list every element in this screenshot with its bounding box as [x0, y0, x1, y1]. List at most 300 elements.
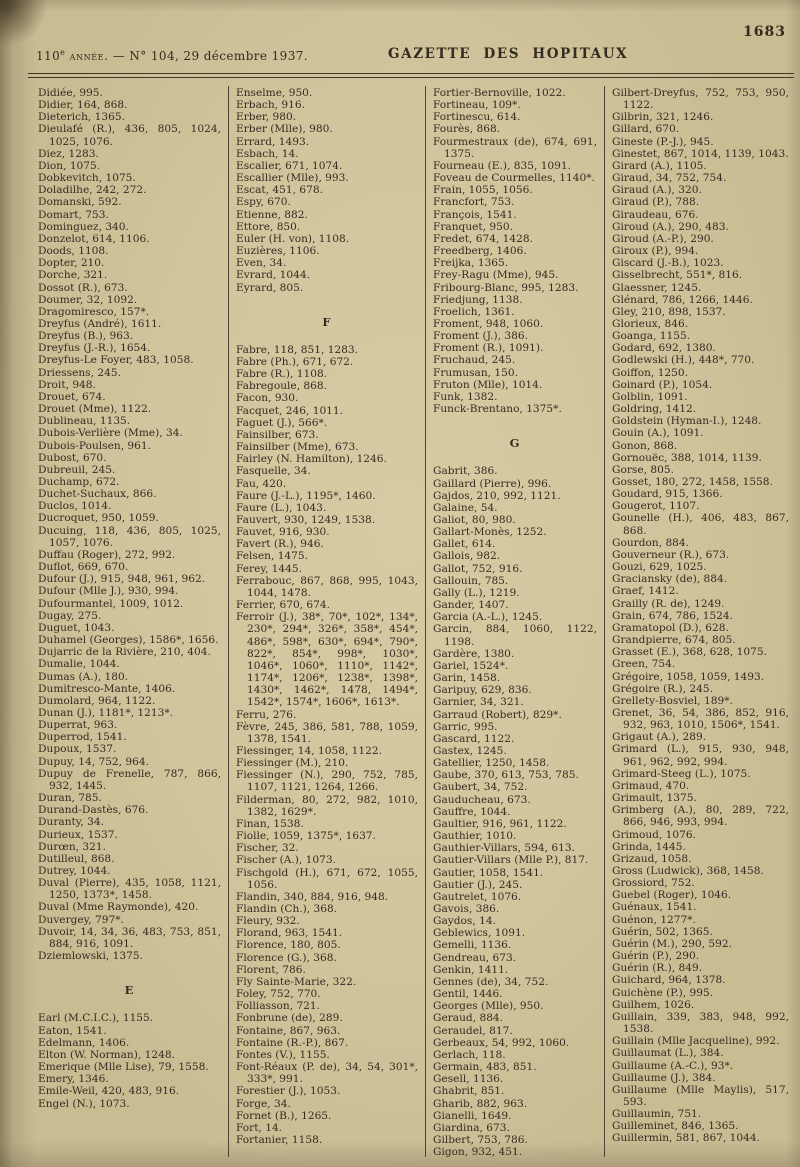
index-entry: Garin, 1458. [433, 672, 501, 685]
index-entry: Glorieux, 846. [612, 317, 689, 330]
issue-volume-ordinal: e [60, 48, 66, 57]
index-entry: Duffau (Roger), 272, 992. [38, 548, 176, 561]
index-entry: Giroud (A.), 290, 483. [612, 220, 729, 233]
index-entry: Erber (Mlle), 980. [236, 123, 333, 136]
index-entry: Fonbrune (de), 289. [236, 1012, 343, 1025]
index-entry: Ferey, 1445. [236, 562, 303, 575]
index-entry: Geraud, 884. [433, 1012, 504, 1025]
index-entry: Dutilleul, 868. [38, 852, 115, 865]
index-entry: Gajdos, 210, 992, 1121. [433, 489, 561, 502]
index-entry: Gineste (P.-J.), 945. [612, 135, 714, 148]
index-entry: Guérin (P.), 290. [612, 950, 700, 963]
index-entry: Duvergey, 797*. [38, 913, 124, 926]
index-entry: Dubois-Verlière (Mme), 34. [38, 427, 183, 440]
index-entry: Duguet, 1043. [38, 621, 115, 634]
index-entry: Fontes (V.), 1155. [236, 1048, 330, 1061]
index-entry: Guebel (Roger), 1046. [612, 889, 732, 902]
index-entry: Gramatopol (D.), 628. [612, 621, 729, 634]
index-entry: Fruchaud, 245. [433, 354, 516, 367]
index-entry: Friedjung, 1138. [433, 293, 523, 306]
index-entry: Dubreuil, 245. [38, 463, 116, 476]
index-entry: Graciansky (de), 884. [612, 573, 728, 586]
index-entry: Fairley (N. Hamilton), 1246. [236, 453, 387, 466]
index-entry: Duclos, 1014. [38, 500, 112, 513]
index-entry: Geblewics, 1091. [433, 927, 526, 940]
issue-annee: année. [65, 49, 109, 63]
index-entry: Eaton, 1541. [38, 1024, 107, 1037]
index-entry: Erber, 980. [236, 111, 297, 124]
index-entry: Gatellier, 1250, 1458. [433, 757, 550, 770]
index-entry: Grimberg (A.), 80, 289, 722, 866, 946, 993, 994. [612, 804, 789, 829]
index-entry: Fleury, 932. [236, 915, 300, 928]
issue-line [36, 48, 308, 63]
index-entry: Erbach, 916. [236, 99, 305, 112]
index-entry: Gley, 210, 898, 1537. [612, 305, 726, 318]
index-entry: Gigon, 932, 451. [433, 1146, 523, 1159]
index-entry: Felsen, 1475. [236, 550, 309, 563]
index-entry: Florence (G.), 368. [236, 951, 337, 964]
index-entry: Gosset, 180, 272, 1458, 1558. [612, 476, 773, 488]
index-entry: Driessens, 245. [38, 366, 121, 379]
index-entry: Forge, 34. [236, 1097, 291, 1110]
index-entry: Flandin, 340, 884, 916, 948. [236, 890, 389, 903]
index-entry: Duval (Pierre), 435, 1058, 1121, 1250, 1373*, 1458. [38, 877, 221, 902]
index-entry: Goiffon, 1250. [612, 366, 689, 379]
index-entry: Faguet (J.), 566*. [236, 416, 328, 429]
index-entry: Froment (J.), 386. [433, 330, 528, 343]
index-entry: Gastex, 1245. [433, 744, 507, 757]
index-entry: Funck-Brentano, 1375*. [433, 403, 562, 416]
index-entry: Duchamp, 672. [38, 476, 120, 488]
index-entry: Gariel, 1524*. [433, 659, 509, 672]
index-entry: Durieux, 1537. [38, 828, 118, 841]
journal-title: GAZETTE DES HOPITAUX [388, 46, 629, 62]
index-entry: Didier, 164, 868. [38, 99, 128, 112]
index-entry: Gornouëc, 388, 1014, 1139. [612, 451, 762, 464]
index-entry: Drouet (Mme), 1122. [38, 403, 152, 416]
index-entry: Durœn, 321. [38, 840, 107, 853]
index-entry: Florand, 963, 1541. [236, 927, 343, 940]
index-entry: Gharib, 882, 963. [433, 1097, 528, 1110]
index-entry: Dion, 1075. [38, 159, 101, 172]
index-entry: Garcin, 884, 1060, 1122, 1198. [433, 623, 597, 648]
index-entry: Dorche, 321. [38, 269, 108, 282]
index-entry: Gaubert, 34, 752. [433, 781, 528, 794]
index-entry: Doods, 1108. [38, 245, 109, 258]
index-entry: Glénard, 786, 1266, 1446. [612, 293, 753, 306]
index-entry: Grossiord, 752. [612, 877, 695, 890]
index-entry: Ginestet, 867, 1014, 1139, 1043. [612, 147, 789, 160]
index-entry: Fort, 14. [236, 1121, 283, 1134]
index-entry: Giraud (A.), 320. [612, 184, 702, 197]
index-entry: Guérin (R.), 849. [612, 962, 703, 975]
index-entry: Dupuy de Frenelle, 787, 866, 932, 1445. [38, 767, 221, 792]
index-entry: Duperrod, 1541. [38, 731, 127, 744]
index-entry: Flandin (Ch.), 368. [236, 903, 338, 915]
index-entry: Garnier, 34, 321. [433, 696, 524, 709]
index-entry: Guénon, 1277*. [612, 913, 696, 926]
index-entry: Giraudeau, 676. [612, 208, 699, 221]
index-entry: Gentil, 1446. [433, 988, 503, 1001]
index-entry: Duchet-Suchaux, 866. [38, 488, 157, 501]
index-entry: Grasset (E.), 368, 628, 1075. [612, 646, 767, 659]
index-entry: Gascard, 1122. [433, 732, 515, 745]
index-entry: Dufourmantel, 1009, 1012. [38, 597, 184, 610]
index-entry: Doladilhe, 242, 272. [38, 184, 147, 197]
index-entry: Galiot, 80, 980. [433, 514, 516, 526]
index-entry: Gerbeaux, 54, 992, 1060. [433, 1036, 570, 1049]
index-entry: Gaydos, 14. [433, 915, 496, 928]
index-entry: Fabre (R.), 1108. [236, 368, 328, 381]
index-entry: Golblin, 1091. [612, 390, 688, 403]
index-entry: Giscard (J.-B.), 1023. [612, 257, 724, 270]
index-entry: Gouverneur (R.), 673. [612, 548, 730, 561]
index-entry: Guérin (M.), 290, 592. [612, 937, 732, 950]
index-entry: Ducroquet, 950, 1059. [38, 512, 159, 525]
index-entry: Gendreau, 673. [433, 951, 517, 964]
index-entry: Giraud (P.), 788. [612, 196, 700, 209]
index-entry: Gennes (de), 34, 752. [433, 975, 549, 988]
index-entry: Freedberg, 1406. [433, 245, 527, 258]
index-entry: Gemelli, 1136. [433, 939, 512, 952]
index-entry: Fau, 420. [236, 477, 287, 490]
index-entry: Even, 34. [236, 257, 287, 270]
index-entry: Gavois, 386. [433, 903, 500, 915]
index-entry: Ettore, 850. [236, 220, 301, 233]
index-entry: Gauducheau, 673. [433, 793, 531, 806]
index-entry: Font-Réaux (P. de), 34, 54, 301*, 333*, 991. [236, 1061, 418, 1086]
page-number: 1683 [743, 24, 786, 40]
index-entry: Gauffre, 1044. [433, 805, 511, 818]
index-entry: Goldstein (Hyman-I.), 1248. [612, 415, 762, 428]
index-entry: Fiolle, 1059, 1375*, 1637. [236, 830, 376, 843]
index-entry: Fourneau (E.), 835, 1091. [433, 159, 572, 172]
index-entry: Dreyfus-Le Foyer, 483, 1058. [38, 354, 194, 367]
index-entry: Fortanier, 1158. [236, 1133, 323, 1146]
index-entry: Guilhem, 1026. [612, 998, 695, 1011]
index-entry: Grimard (L.), 915, 930, 948, 961, 962, 992, 994. [612, 743, 789, 768]
index-entry: Guilleminet, 846, 1365. [612, 1120, 739, 1133]
index-entry: Fabre, 118, 851, 1283. [236, 343, 359, 356]
index-entry: Fortier-Bernoville, 1022. [433, 87, 566, 99]
index-columns [34, 86, 796, 1157]
index-entry: Grailly (R. de), 1249. [612, 597, 725, 610]
index-entry: Garcia (A.-L.), 1245. [433, 611, 543, 624]
index-entry: Faure (L.), 1043. [236, 501, 327, 514]
index-entry: Goldring, 1412. [612, 403, 697, 416]
index-entry: Enselme, 950. [236, 87, 313, 99]
index-entry: Dominguez, 340. [38, 220, 129, 233]
index-entry: Favert (R.), 946. [236, 538, 324, 551]
index-entry: Durand-Dastès, 676. [38, 804, 149, 817]
index-entry: Gilbrin, 321, 1246. [612, 111, 714, 124]
index-entry: Engel (N.), 1073. [38, 1097, 130, 1110]
index-entry: Fortineau, 109*. [433, 99, 521, 112]
index-entry: Frumusan, 150. [433, 366, 519, 379]
header-double-rule [28, 73, 794, 78]
index-entry: Fasquelle, 34. [236, 465, 311, 478]
section-heading-F: F [322, 314, 332, 329]
index-entry: Grandpierre, 674, 805. [612, 634, 736, 647]
index-entry: Gallouin, 785. [433, 574, 509, 587]
index-entry: Dopter, 210. [38, 257, 105, 270]
index-entry: Etienne, 882. [236, 208, 308, 221]
index-entry: Fischer, 32. [236, 842, 299, 855]
index-entry: Froment (R.), 1091). [433, 342, 544, 355]
index-entry: Gaube, 370, 613, 753, 785. [433, 769, 579, 782]
index-entry: Florence, 180, 805. [236, 939, 341, 952]
issue-number-date: — N° 104, 29 décembre 1937. [108, 49, 308, 63]
index-entry: Florent, 786. [236, 963, 306, 976]
section-heading-E: E [124, 983, 135, 998]
index-column-4 [604, 86, 796, 1157]
index-entry: Godard, 692, 1380. [612, 342, 716, 355]
index-entry: Fischer (A.), 1073. [236, 854, 336, 867]
index-entry: Guichène (P.), 995. [612, 986, 714, 999]
index-entry: Ducuing, 118, 436, 805, 1025, 1057, 1076. [38, 524, 221, 549]
index-entry: François, 1541. [433, 208, 517, 221]
index-entry: Fainsilber, 673. [236, 428, 319, 441]
index-column-2 [228, 86, 425, 1157]
index-entry: Fornet (B.), 1265. [236, 1109, 332, 1122]
index-entry: Geraudel, 817. [433, 1024, 513, 1037]
index-entry: Fiessinger, 14, 1058, 1122. [236, 744, 383, 757]
index-entry: Facquet, 246, 1011. [236, 404, 344, 417]
index-entry: Giardina, 673. [433, 1121, 510, 1134]
index-entry: Foley, 752, 770. [236, 988, 321, 1001]
index-entry: Grinda, 1445. [612, 840, 686, 853]
index-entry: Dupuy, 14, 752, 964. [38, 755, 149, 768]
index-entry: Duval (Mme Raymonde), 420. [38, 901, 199, 914]
index-entry: Grimoud, 1076. [612, 828, 697, 841]
index-entry: Dreyfus (André), 1611. [38, 317, 162, 330]
index-entry: Grimaud, 470. [612, 779, 690, 792]
index-entry: Edelmann, 1406. [38, 1036, 130, 1049]
index-entry: Escallier (Mlle), 993. [236, 172, 349, 185]
index-entry: Gaillard (Pierre), 996. [433, 477, 552, 490]
index-entry: Froment, 948, 1060. [433, 317, 544, 330]
index-entry: Guichard, 964, 1378. [612, 974, 726, 987]
index-entry: Facon, 930. [236, 392, 299, 405]
index-entry: Grizaud, 1058. [612, 852, 692, 865]
index-entry: Dziemlowski, 1375. [38, 950, 143, 963]
index-entry: Ferrier, 670, 674. [236, 599, 331, 612]
index-entry: Dunan (J.), 1181*, 1213*. [38, 706, 174, 719]
index-entry: Guillain (Mlle Jacqueline), 992. [612, 1035, 780, 1048]
index-entry: Fontaine (R.-P.), 867. [236, 1036, 349, 1049]
index-entry: Gardère, 1380. [433, 647, 515, 660]
index-entry: Grégoire (R.), 245. [612, 682, 713, 695]
index-entry: Drouet, 674. [38, 390, 106, 403]
index-entry: Gesell, 1136. [433, 1073, 504, 1086]
index-entry: Fourès, 868. [433, 123, 501, 136]
index-entry: Grain, 674, 786, 1524. [612, 609, 734, 622]
index-entry: Gounelle (H.), 406, 483, 867, 868. [612, 512, 789, 537]
index-entry: Dumolard, 964, 1122. [38, 694, 156, 707]
index-entry: Gross (Ludwick), 368, 1458. [612, 865, 764, 877]
index-entry: Faure (J.-L.), 1195*, 1460. [236, 489, 376, 502]
index-entry: Emerique (Mlle Lise), 79, 1558. [38, 1061, 209, 1074]
index-entry: Gourdon, 884. [612, 536, 690, 549]
index-entry: Giraud, 34, 752, 754. [612, 172, 727, 185]
index-entry: Fourmestraux (de), 674, 691, 1375. [433, 135, 597, 160]
index-entry: Grimard-Steeg (L.), 1075. [612, 767, 751, 780]
index-entry: Gander, 1407. [433, 599, 509, 612]
index-entry: Dujarric de la Rivière, 210, 404. [38, 646, 211, 659]
index-entry: Fauvet, 916, 930. [236, 526, 330, 539]
index-entry: Freijka, 1365. [433, 257, 509, 270]
index-entry: Germain, 483, 851. [433, 1061, 537, 1074]
index-entry: Dufour (Mlle J.), 930, 994. [38, 585, 179, 598]
index-entry: Guillaume (Mlle Maylis), 517, 593. [612, 1083, 789, 1108]
index-entry: Graef, 1412. [612, 585, 679, 598]
section-heading-G: G [509, 436, 521, 451]
index-entry: Gianelli, 1649. [433, 1109, 512, 1122]
index-entry: Dreyfus (B.), 963. [38, 330, 134, 343]
index-entry: Funk, 1382. [433, 390, 498, 403]
index-entry: Gonon, 868. [612, 439, 678, 452]
index-entry: Emile-Weil, 420, 483, 916. [38, 1085, 180, 1098]
index-entry: Frey-Ragu (Mme), 945. [433, 269, 559, 282]
index-entry: Gouin (A.), 1091. [612, 427, 704, 440]
index-entry: Giroux (P.), 994. [612, 245, 699, 258]
index-entry: Fruton (Mlle), 1014. [433, 378, 543, 391]
index-entry: Girard (A.), 1105. [612, 159, 707, 172]
index-entry: Gauthier-Villars, 594, 613. [433, 842, 575, 855]
index-entry: Duranty, 34. [38, 816, 104, 829]
index-entry: Fredet, 674, 1428. [433, 232, 534, 245]
index-entry: Ferru, 276. [236, 708, 297, 721]
index-entry: Dieterich, 1365. [38, 111, 125, 124]
index-entry: Gorse, 805. [612, 463, 674, 476]
index-entry: Dreyfus (J.-R.), 1654. [38, 342, 151, 355]
index-entry: Frain, 1055, 1056. [433, 184, 533, 197]
index-entry: Gouzi, 629, 1025. [612, 561, 707, 574]
index-entry: Esbach, 14. [236, 147, 299, 160]
index-entry: Garric, 995. [433, 720, 498, 733]
index-entry: Giroud (A.-P.), 290. [612, 232, 714, 245]
index-entry: Dobkevitch, 1075. [38, 172, 136, 185]
index-entry: Gerlach, 118. [433, 1048, 506, 1061]
index-entry: Droit, 948. [38, 378, 96, 391]
index-entry: Gautier-Villars (Mlle P.), 817. [433, 854, 589, 867]
index-entry: Doumer, 32, 1092. [38, 293, 138, 306]
index-entry: Grigaut (A.), 289. [612, 731, 707, 744]
index-entry: Guillaumat (L.), 384. [612, 1047, 724, 1060]
index-entry: Eyrard, 805. [236, 281, 304, 294]
index-entry: Francfort, 753. [433, 196, 515, 209]
index-entry: Garipuy, 629, 836. [433, 684, 532, 697]
index-entry: Grellety-Bosviel, 189*. [612, 694, 733, 707]
index-entry: Grenet, 36, 54, 386, 852, 916, 932, 963, 1010, 1506*, 1541. [612, 706, 789, 732]
index-entry: Ferroir (J.), 38*, 70*, 102*, 134*, 230*, 294*, 326*, 358*, 454*, 486*, 598*, 630*, 694*, 790*, 822*, 854*, 998*, 1030*, 1046*, 1060*, 1110*, 1142*, 1174*, 1206*, 1238*, 1398*, 1430*, 1462*, 1478, 1494*, 1542*, 1574*, 1606*, 1613*. [236, 611, 418, 709]
index-entry: Guillaumin, 751. [612, 1108, 702, 1121]
index-entry: Godlewski (H.), 448*, 770. [612, 354, 755, 367]
index-entry: Dugay, 275. [38, 609, 102, 622]
index-entry: Grimault, 1375. [612, 792, 697, 805]
index-entry: Gougerot, 1107. [612, 500, 700, 513]
index-entry: Espy, 670. [236, 196, 291, 209]
issue-volume: 110 [36, 49, 61, 63]
index-entry: Filderman, 80, 272, 982, 1010, 1382, 1629*. [236, 793, 418, 818]
index-entry: Dutrey, 1044. [38, 865, 111, 877]
index-entry: Gillard, 670. [612, 123, 680, 136]
index-entry: Elton (W. Norman), 1248. [38, 1048, 175, 1061]
index-column-3 [425, 86, 604, 1157]
index-entry: Goudard, 915, 1366. [612, 488, 723, 501]
index-entry: Gaultier, 916, 961, 1122. [433, 817, 567, 830]
index-entry: Fontaine, 867, 963. [236, 1024, 341, 1037]
index-entry: Guillaume (A.-C.), 93*. [612, 1059, 734, 1072]
index-entry: Fabregoule, 868. [236, 380, 328, 393]
index-entry: Fly Sainte-Marie, 322. [236, 975, 357, 988]
index-entry: Finan, 1538. [236, 817, 304, 830]
index-entry: Dupoux, 1537. [38, 743, 117, 756]
index-entry: Dumitresco-Mante, 1406. [38, 682, 176, 695]
index-entry: Guérin, 502, 1365. [612, 925, 713, 938]
index-entry: Domanski, 592. [38, 196, 122, 209]
index-entry: Fabre (Ph.), 671, 672. [236, 355, 354, 368]
index-entry: Gallet, 614. [433, 538, 496, 551]
index-entry: Euzières, 1106. [236, 245, 320, 258]
index-entry: Fainsilber (Mme), 673. [236, 441, 359, 454]
index-entry: Ferrabouc, 867, 868, 995, 1043, 1044, 1478. [236, 574, 418, 599]
index-entry: Gallart-Monès, 1252. [433, 526, 547, 539]
index-entry: Emery, 1346. [38, 1073, 109, 1086]
index-entry: Galaine, 54. [433, 501, 498, 514]
index-entry: Gautier, 1058, 1541. [433, 866, 544, 879]
index-entry: Guénaux, 1541. [612, 901, 697, 914]
index-entry: Green, 754. [612, 658, 676, 671]
index-column-1 [34, 86, 228, 1157]
index-entry: Gautier (J.), 245. [433, 878, 523, 891]
index-entry: Escat, 451, 678. [236, 184, 323, 197]
index-entry: Guillain, 339, 383, 948, 992, 1538. [612, 1010, 789, 1036]
index-entry: Fauvert, 930, 1249, 1538. [236, 514, 376, 526]
index-entry: Gallot, 752, 916. [433, 562, 523, 575]
index-entry: Gallois, 982. [433, 550, 501, 563]
index-entry: Diez, 1283. [38, 147, 99, 160]
index-entry: Goanga, 1155. [612, 330, 691, 343]
index-entry: Escalier, 671, 1074. [236, 159, 343, 172]
index-entry: Goinard (P.), 1054. [612, 378, 713, 391]
index-entry: Domart, 753. [38, 208, 109, 221]
index-entry: Euler (H. von), 1108. [236, 232, 350, 245]
index-entry: Fischgold (H.), 671, 672, 1055, 1056. [236, 866, 418, 891]
index-entry: Gally (L.), 1219. [433, 586, 520, 599]
index-entry: Fribourg-Blanc, 995, 1283. [433, 281, 579, 294]
index-entry: Fiessinger (M.), 210. [236, 757, 349, 770]
index-entry: Dublineau, 1135. [38, 415, 131, 428]
index-entry: Grégoire, 1058, 1059, 1493. [612, 670, 765, 683]
index-entry: Dufour (J.), 915, 948, 961, 962. [38, 573, 206, 586]
index-entry: Donzelot, 614, 1106. [38, 232, 150, 245]
index-entry: Earl (M.C.I.C.), 1155. [38, 1012, 154, 1025]
index-entry: Gauthier, 1010. [433, 830, 517, 843]
index-entry: Dubost, 670. [38, 451, 107, 464]
index-entry: Franquet, 950. [433, 220, 514, 233]
index-entry: Folliasson, 721. [236, 1000, 321, 1013]
index-entry: Fortinescu, 614. [433, 111, 521, 124]
index-entry: Garraud (Robert), 829*. [433, 708, 562, 721]
index-entry: Dumas (A.), 180. [38, 670, 129, 683]
index-entry: Gilbert, 753, 786. [433, 1133, 528, 1146]
index-entry: Forestier (J.), 1053. [236, 1085, 341, 1098]
index-entry: Dieulafé (R.), 436, 805, 1024, 1025, 1076. [38, 123, 221, 148]
index-entry: Gilbert-Dreyfus, 752, 753, 950, 1122. [612, 87, 789, 112]
index-entry: Genkin, 1411. [433, 963, 509, 976]
index-entry: Gisselbrecht, 551*, 816. [612, 269, 743, 282]
